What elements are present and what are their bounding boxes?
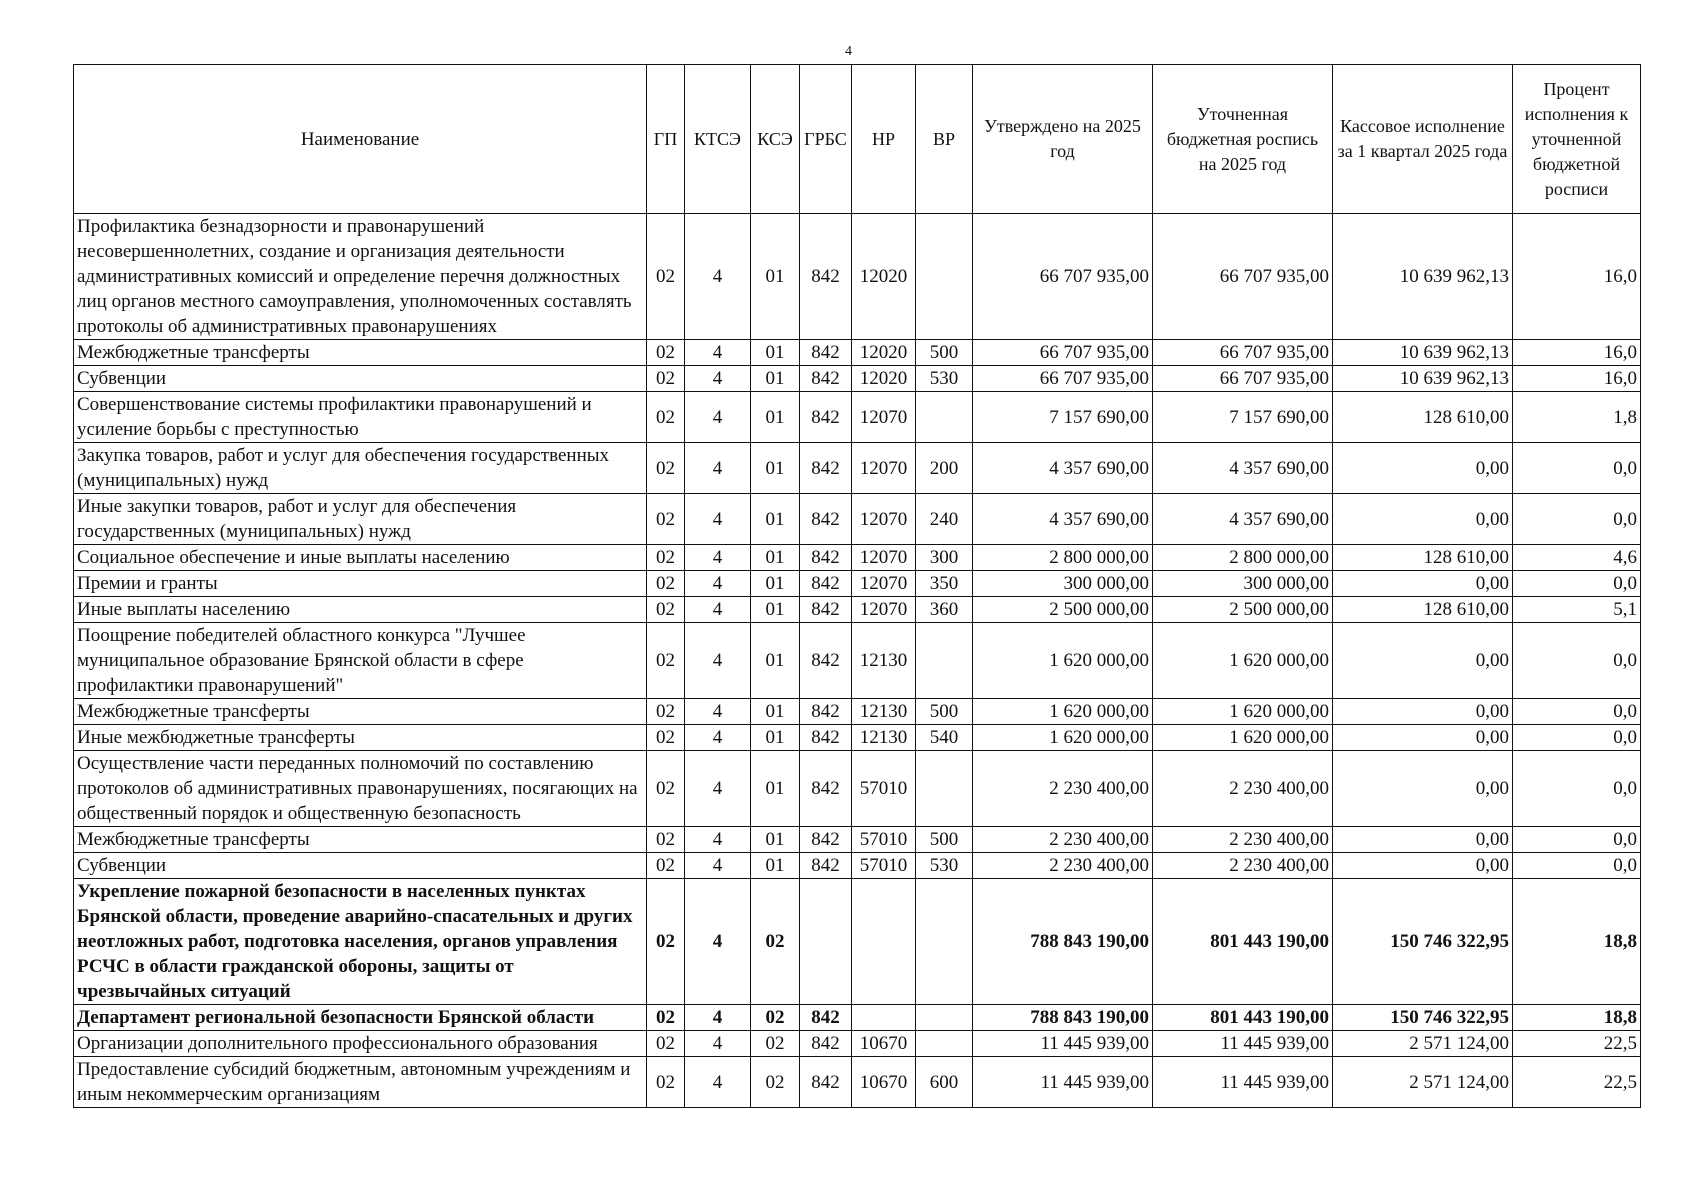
cell-refined: 11 445 939,00: [1153, 1031, 1333, 1057]
cell-approved: 1 620 000,00: [973, 725, 1153, 751]
cell-gp: 02: [647, 879, 685, 1005]
table-row: [74, 366, 1641, 392]
cell-name: Премии и гранты: [74, 571, 647, 597]
cell-executed: 0,00: [1333, 494, 1513, 545]
cell-ktse: 4: [685, 853, 751, 879]
cell-percent: 22,5: [1513, 1031, 1641, 1057]
cell-executed: 128 610,00: [1333, 545, 1513, 571]
cell-approved: 11 445 939,00: [973, 1057, 1153, 1108]
cell-nr: 57010: [852, 827, 916, 853]
cell-ktse: 4: [685, 1031, 751, 1057]
cell-approved: 1 620 000,00: [973, 699, 1153, 725]
cell-refined: 2 500 000,00: [1153, 597, 1333, 623]
cell-vr: 500: [916, 340, 973, 366]
cell-percent: 1,8: [1513, 392, 1641, 443]
cell-approved: 2 500 000,00: [973, 597, 1153, 623]
cell-nr: 12130: [852, 725, 916, 751]
table-row: [74, 853, 1641, 879]
cell-ktse: 4: [685, 214, 751, 340]
cell-gp: 02: [647, 597, 685, 623]
cell-executed: 150 746 322,95: [1333, 879, 1513, 1005]
cell-name: Поощрение победителей областного конкурса "Лучшее муниципальное образование Брянской области в сфере профилактики правонарушений": [74, 623, 647, 699]
cell-kse: 01: [751, 340, 800, 366]
cell-refined: 2 230 400,00: [1153, 853, 1333, 879]
cell-percent: 16,0: [1513, 340, 1641, 366]
cell-executed: 0,00: [1333, 853, 1513, 879]
cell-approved: 2 800 000,00: [973, 545, 1153, 571]
cell-ktse: 4: [685, 699, 751, 725]
cell-executed: 0,00: [1333, 699, 1513, 725]
cell-nr: [852, 879, 916, 1005]
table-row: [74, 571, 1641, 597]
cell-gp: 02: [647, 545, 685, 571]
cell-refined: 66 707 935,00: [1153, 366, 1333, 392]
cell-name: Субвенции: [74, 853, 647, 879]
header-executed: Кассовое исполнение за 1 квартал 2025 года: [1333, 65, 1513, 214]
cell-percent: 0,0: [1513, 751, 1641, 827]
cell-ktse: 4: [685, 494, 751, 545]
cell-vr: [916, 1031, 973, 1057]
cell-kse: 01: [751, 443, 800, 494]
cell-kse: 02: [751, 879, 800, 1005]
header-ktse: КТСЭ: [685, 65, 751, 214]
cell-gp: 02: [647, 443, 685, 494]
cell-grbs: 842: [800, 366, 852, 392]
cell-approved: 788 843 190,00: [973, 879, 1153, 1005]
cell-refined: 2 230 400,00: [1153, 751, 1333, 827]
cell-kse: 01: [751, 597, 800, 623]
cell-gp: 02: [647, 571, 685, 597]
table-row: [74, 1031, 1641, 1057]
cell-grbs: 842: [800, 545, 852, 571]
cell-percent: 16,0: [1513, 366, 1641, 392]
cell-gp: 02: [647, 1005, 685, 1031]
page-number: 4: [845, 44, 852, 59]
header-refined: Уточненная бюджетная роспись на 2025 год: [1153, 65, 1333, 214]
cell-approved: 66 707 935,00: [973, 366, 1153, 392]
cell-name: Профилактика безнадзорности и правонарушений несовершеннолетних, создание и организация деятельности административных комиссий и определение перечня должностных лиц органов местного самоуправления, уполномоченных составлять протоколы об административных правонарушениях: [74, 214, 647, 340]
cell-executed: 0,00: [1333, 827, 1513, 853]
cell-kse: 01: [751, 392, 800, 443]
cell-ktse: 4: [685, 725, 751, 751]
cell-grbs: 842: [800, 1031, 852, 1057]
cell-kse: 01: [751, 853, 800, 879]
cell-percent: 16,0: [1513, 214, 1641, 340]
cell-grbs: 842: [800, 725, 852, 751]
cell-name: Межбюджетные трансферты: [74, 827, 647, 853]
cell-vr: 500: [916, 827, 973, 853]
cell-percent: 0,0: [1513, 827, 1641, 853]
cell-nr: 57010: [852, 853, 916, 879]
header-name: Наименование: [74, 65, 647, 214]
cell-kse: 01: [751, 494, 800, 545]
cell-refined: 2 800 000,00: [1153, 545, 1333, 571]
cell-refined: 1 620 000,00: [1153, 725, 1333, 751]
cell-executed: 128 610,00: [1333, 597, 1513, 623]
table-row: [74, 1005, 1641, 1031]
cell-vr: [916, 1005, 973, 1031]
cell-name: Иные закупки товаров, работ и услуг для обеспечения государственных (муниципальных) нужд: [74, 494, 647, 545]
cell-name: Департамент региональной безопасности Брянской области: [74, 1005, 647, 1031]
table-row: [74, 879, 1641, 1005]
table-row: [74, 545, 1641, 571]
cell-executed: 0,00: [1333, 443, 1513, 494]
cell-name: Межбюджетные трансферты: [74, 699, 647, 725]
cell-gp: 02: [647, 827, 685, 853]
cell-name: Укрепление пожарной безопасности в населенных пунктах Брянской области, проведение аварийно-спасательных и других неотложных работ, подготовка населения, органов управления РСЧС в области гражданской обороны, защиты от чрезвычайных ситуаций: [74, 879, 647, 1005]
cell-percent: 5,1: [1513, 597, 1641, 623]
cell-grbs: 842: [800, 827, 852, 853]
cell-kse: 02: [751, 1057, 800, 1108]
cell-kse: 01: [751, 366, 800, 392]
cell-kse: 01: [751, 725, 800, 751]
table-row: [74, 725, 1641, 751]
cell-approved: 300 000,00: [973, 571, 1153, 597]
cell-kse: 01: [751, 751, 800, 827]
cell-refined: 4 357 690,00: [1153, 443, 1333, 494]
cell-refined: 801 443 190,00: [1153, 1005, 1333, 1031]
cell-nr: 12020: [852, 340, 916, 366]
cell-ktse: 4: [685, 392, 751, 443]
cell-grbs: 842: [800, 597, 852, 623]
cell-gp: 02: [647, 1031, 685, 1057]
cell-gp: 02: [647, 366, 685, 392]
cell-gp: 02: [647, 751, 685, 827]
cell-name: Иные межбюджетные трансферты: [74, 725, 647, 751]
cell-grbs: 842: [800, 623, 852, 699]
cell-executed: 0,00: [1333, 725, 1513, 751]
cell-grbs: 842: [800, 1057, 852, 1108]
table-row: [74, 597, 1641, 623]
cell-vr: [916, 751, 973, 827]
cell-approved: 4 357 690,00: [973, 494, 1153, 545]
cell-ktse: 4: [685, 623, 751, 699]
cell-refined: 801 443 190,00: [1153, 879, 1333, 1005]
cell-executed: 0,00: [1333, 623, 1513, 699]
cell-ktse: 4: [685, 1057, 751, 1108]
table-row: [74, 751, 1641, 827]
cell-approved: 2 230 400,00: [973, 751, 1153, 827]
cell-vr: [916, 879, 973, 1005]
cell-gp: 02: [647, 392, 685, 443]
cell-vr: 530: [916, 853, 973, 879]
cell-gp: 02: [647, 699, 685, 725]
cell-kse: 01: [751, 827, 800, 853]
cell-grbs: 842: [800, 340, 852, 366]
cell-ktse: 4: [685, 340, 751, 366]
cell-refined: 2 230 400,00: [1153, 827, 1333, 853]
cell-ktse: 4: [685, 597, 751, 623]
cell-approved: 66 707 935,00: [973, 340, 1153, 366]
cell-nr: 12070: [852, 545, 916, 571]
cell-refined: 7 157 690,00: [1153, 392, 1333, 443]
table-row: [74, 443, 1641, 494]
cell-executed: 150 746 322,95: [1333, 1005, 1513, 1031]
cell-grbs: 842: [800, 392, 852, 443]
cell-percent: 0,0: [1513, 623, 1641, 699]
cell-gp: 02: [647, 725, 685, 751]
table-header-row: [74, 65, 1641, 214]
budget-execution-table: [73, 64, 1641, 1108]
cell-kse: 01: [751, 623, 800, 699]
cell-approved: 11 445 939,00: [973, 1031, 1153, 1057]
cell-nr: 12020: [852, 214, 916, 340]
cell-nr: 57010: [852, 751, 916, 827]
cell-refined: 66 707 935,00: [1153, 214, 1333, 340]
table-row: [74, 623, 1641, 699]
cell-name: Закупка товаров, работ и услуг для обеспечения государственных (муниципальных) нужд: [74, 443, 647, 494]
cell-refined: 1 620 000,00: [1153, 699, 1333, 725]
header-nr: НР: [852, 65, 916, 214]
cell-vr: 500: [916, 699, 973, 725]
cell-executed: 2 571 124,00: [1333, 1057, 1513, 1108]
table-row: [74, 699, 1641, 725]
header-percent: Процент исполнения к уточненной бюджетной росписи: [1513, 65, 1641, 214]
cell-approved: 66 707 935,00: [973, 214, 1153, 340]
cell-nr: 10670: [852, 1031, 916, 1057]
cell-grbs: 842: [800, 751, 852, 827]
cell-percent: 0,0: [1513, 699, 1641, 725]
cell-gp: 02: [647, 340, 685, 366]
cell-grbs: 842: [800, 699, 852, 725]
header-vr: ВР: [916, 65, 973, 214]
cell-ktse: 4: [685, 1005, 751, 1031]
cell-grbs: 842: [800, 853, 852, 879]
cell-vr: 530: [916, 366, 973, 392]
table-row: [74, 1057, 1641, 1108]
cell-name: Межбюджетные трансферты: [74, 340, 647, 366]
cell-refined: 11 445 939,00: [1153, 1057, 1333, 1108]
cell-kse: 02: [751, 1005, 800, 1031]
header-gp: ГП: [647, 65, 685, 214]
cell-percent: 18,8: [1513, 1005, 1641, 1031]
cell-approved: 7 157 690,00: [973, 392, 1153, 443]
cell-nr: 12070: [852, 571, 916, 597]
cell-gp: 02: [647, 494, 685, 545]
cell-percent: 18,8: [1513, 879, 1641, 1005]
cell-approved: 1 620 000,00: [973, 623, 1153, 699]
table-row: [74, 827, 1641, 853]
cell-nr: 12020: [852, 366, 916, 392]
cell-gp: 02: [647, 853, 685, 879]
cell-nr: 12070: [852, 494, 916, 545]
cell-approved: 2 230 400,00: [973, 827, 1153, 853]
cell-vr: 350: [916, 571, 973, 597]
cell-refined: 4 357 690,00: [1153, 494, 1333, 545]
cell-gp: 02: [647, 214, 685, 340]
table-row: [74, 214, 1641, 340]
table-row: [74, 340, 1641, 366]
cell-nr: 12130: [852, 699, 916, 725]
cell-percent: 0,0: [1513, 853, 1641, 879]
cell-name: Совершенствование системы профилактики правонарушений и усиление борьбы с преступностью: [74, 392, 647, 443]
cell-nr: [852, 1005, 916, 1031]
cell-approved: 4 357 690,00: [973, 443, 1153, 494]
cell-name: Осуществление части переданных полномочий по составлению протоколов об административных правонарушениях, посягающих на общественный порядок и общественную безопасность: [74, 751, 647, 827]
cell-executed: 2 571 124,00: [1333, 1031, 1513, 1057]
cell-grbs: 842: [800, 1005, 852, 1031]
cell-executed: 10 639 962,13: [1333, 340, 1513, 366]
cell-executed: 10 639 962,13: [1333, 366, 1513, 392]
cell-percent: 0,0: [1513, 725, 1641, 751]
cell-executed: 0,00: [1333, 571, 1513, 597]
table-body: [74, 214, 1641, 1108]
cell-ktse: 4: [685, 366, 751, 392]
cell-executed: 10 639 962,13: [1333, 214, 1513, 340]
cell-grbs: 842: [800, 494, 852, 545]
cell-gp: 02: [647, 1057, 685, 1108]
cell-ktse: 4: [685, 827, 751, 853]
cell-ktse: 4: [685, 571, 751, 597]
cell-kse: 01: [751, 699, 800, 725]
cell-refined: 1 620 000,00: [1153, 623, 1333, 699]
cell-vr: [916, 392, 973, 443]
cell-vr: 360: [916, 597, 973, 623]
cell-nr: 12070: [852, 392, 916, 443]
cell-vr: 600: [916, 1057, 973, 1108]
cell-refined: 66 707 935,00: [1153, 340, 1333, 366]
cell-percent: 22,5: [1513, 1057, 1641, 1108]
cell-kse: 01: [751, 571, 800, 597]
cell-approved: 788 843 190,00: [973, 1005, 1153, 1031]
header-grbs: ГРБС: [800, 65, 852, 214]
cell-grbs: 842: [800, 214, 852, 340]
cell-approved: 2 230 400,00: [973, 853, 1153, 879]
cell-name: Иные выплаты населению: [74, 597, 647, 623]
cell-percent: 0,0: [1513, 443, 1641, 494]
cell-ktse: 4: [685, 545, 751, 571]
cell-ktse: 4: [685, 879, 751, 1005]
cell-name: Субвенции: [74, 366, 647, 392]
cell-vr: 240: [916, 494, 973, 545]
cell-percent: 0,0: [1513, 494, 1641, 545]
cell-nr: 10670: [852, 1057, 916, 1108]
cell-vr: 300: [916, 545, 973, 571]
cell-gp: 02: [647, 623, 685, 699]
cell-kse: 02: [751, 1031, 800, 1057]
header-kse: КСЭ: [751, 65, 800, 214]
cell-refined: 300 000,00: [1153, 571, 1333, 597]
cell-executed: 0,00: [1333, 751, 1513, 827]
cell-vr: 200: [916, 443, 973, 494]
cell-vr: [916, 214, 973, 340]
cell-kse: 01: [751, 214, 800, 340]
cell-nr: 12070: [852, 597, 916, 623]
cell-nr: 12070: [852, 443, 916, 494]
cell-grbs: 842: [800, 443, 852, 494]
cell-executed: 128 610,00: [1333, 392, 1513, 443]
cell-ktse: 4: [685, 443, 751, 494]
table-row: [74, 392, 1641, 443]
cell-name: Организации дополнительного профессионального образования: [74, 1031, 647, 1057]
header-approved: Утверждено на 2025 год: [973, 65, 1153, 214]
cell-vr: 540: [916, 725, 973, 751]
cell-ktse: 4: [685, 751, 751, 827]
cell-name: Предоставление субсидий бюджетным, автономным учреждениям и иным некоммерческим организациям: [74, 1057, 647, 1108]
cell-vr: [916, 623, 973, 699]
cell-grbs: [800, 879, 852, 1005]
cell-nr: 12130: [852, 623, 916, 699]
cell-grbs: 842: [800, 571, 852, 597]
cell-kse: 01: [751, 545, 800, 571]
cell-percent: 0,0: [1513, 571, 1641, 597]
table-row: [74, 494, 1641, 545]
cell-name: Социальное обеспечение и иные выплаты населению: [74, 545, 647, 571]
cell-percent: 4,6: [1513, 545, 1641, 571]
